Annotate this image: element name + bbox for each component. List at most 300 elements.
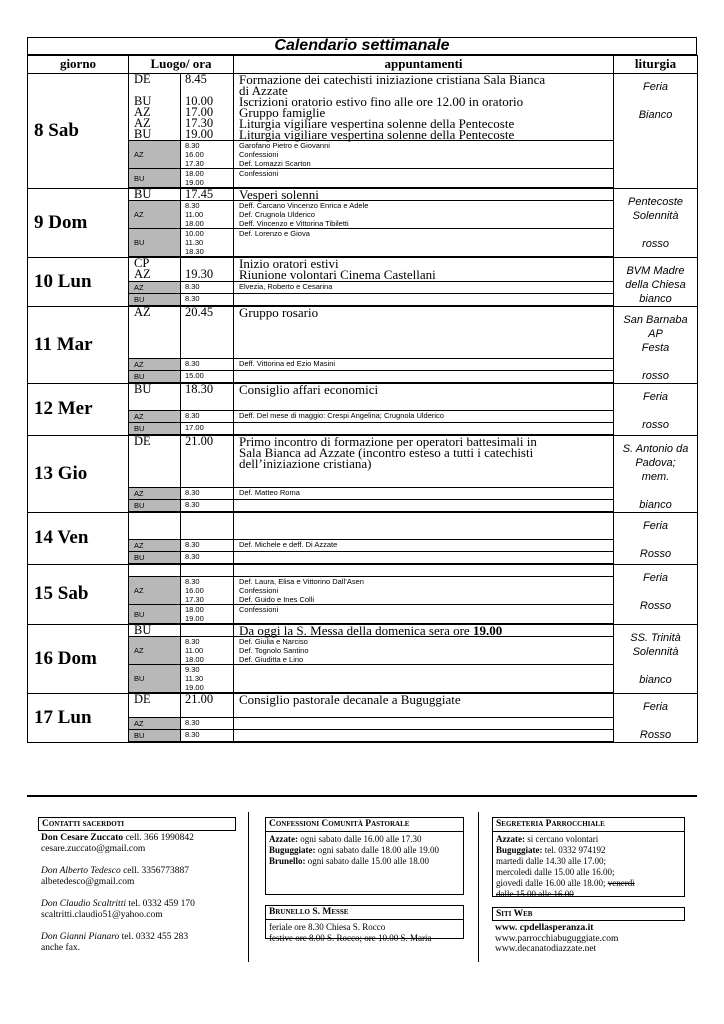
location-line: BU <box>134 382 152 396</box>
time-cell <box>181 141 234 169</box>
contatti-heading: Contatti sacerdoti <box>42 819 125 829</box>
location-line: CP <box>134 256 150 270</box>
location-line: BU <box>134 674 145 683</box>
liturgia-line <box>614 533 697 547</box>
contact-phone: cell. 3356773887 <box>120 866 190 876</box>
appointment-line: Def. Guido e Ines Colli <box>239 595 315 604</box>
time-line: 21.00 <box>185 692 214 706</box>
appointment-cell <box>234 552 614 565</box>
appointment-cell <box>234 665 614 694</box>
calendar-row <box>28 201 698 229</box>
time-line: 19.00 <box>185 683 204 692</box>
appointment-cell <box>234 383 614 411</box>
liturgia-line <box>614 223 697 237</box>
time-cell <box>181 188 234 201</box>
appointment-line: Primo incontro di formazione per operatori battesimali in <box>239 434 537 449</box>
time-line: 18.00 <box>185 169 204 178</box>
time-line: 8.30 <box>185 718 200 727</box>
liturgia-line: S. Antonio da <box>622 442 689 455</box>
liturgia-line: Feria <box>642 571 669 584</box>
appointment-line <box>239 294 613 303</box>
liturgia-line: Feria <box>642 519 669 532</box>
appointment-line: dell’iniziazione cristiana) <box>239 456 372 471</box>
appointment-cell <box>234 74 614 141</box>
liturgia-line <box>614 585 697 599</box>
contact-name: Don Claudio Scaltritti <box>41 899 126 909</box>
appointment-cell <box>234 500 614 513</box>
calendar-row <box>28 74 698 141</box>
location-cell <box>129 282 181 294</box>
location-line: AZ <box>134 150 144 159</box>
appointment-cell <box>234 229 614 258</box>
appointment-cell <box>234 718 614 730</box>
appointment-cell <box>234 605 614 625</box>
segreteria-buguggiate: Buguggiate: tel. 0332 974192 <box>496 845 606 855</box>
calendar-row <box>28 141 698 169</box>
appointment-cell <box>234 257 614 282</box>
calendar-row <box>28 306 698 359</box>
liturgia-cell <box>614 257 698 306</box>
appointment-cell <box>234 512 614 540</box>
day-label: 15 Sab <box>28 564 129 624</box>
liturgia-cell <box>614 188 698 257</box>
brunello-box <box>265 905 464 943</box>
appointment-line: Confessioni <box>239 586 279 595</box>
day-label: 17 Lun <box>28 693 129 742</box>
appointment-line <box>239 565 613 576</box>
siti-heading: Siti Web <box>496 909 533 919</box>
liturgia-line: Solennità <box>632 209 679 222</box>
location-line: AZ <box>134 586 144 595</box>
location-line: BU <box>134 424 145 433</box>
time-cell <box>181 730 234 743</box>
time-line: 8.30 <box>185 411 200 420</box>
appointment-cell <box>234 141 614 169</box>
time-cell <box>181 718 234 730</box>
appointment-line: Confessioni <box>239 150 279 159</box>
liturgia-line: AP <box>648 327 663 340</box>
appointment-line: Consiglio pastorale decanale a Buguggiate <box>239 692 461 707</box>
location-line: BU <box>134 295 145 304</box>
appointment-line: Riunione volontari Cinema Castellani <box>239 267 436 282</box>
time-cell <box>181 693 234 718</box>
time-cell <box>181 552 234 565</box>
appointment-line: Liturgia vigiliare vespertina solenne della Pentecoste <box>239 116 515 131</box>
liturgia-cell <box>614 624 698 693</box>
time-line: 19.30 <box>185 267 214 281</box>
liturgia-line <box>614 659 697 673</box>
time-line: 8.30 <box>185 359 200 368</box>
appointment-line: Def. Matteo Roma <box>239 488 300 497</box>
location-cell <box>129 665 181 694</box>
liturgia-line: bianco <box>639 498 672 511</box>
page-title: Calendario settimanale <box>27 37 697 55</box>
time-cell <box>181 564 234 577</box>
time-line: 11.30 <box>185 674 204 683</box>
confessioni-place: Buguggiate: <box>269 845 316 855</box>
day-label: 9 Dom <box>28 188 129 257</box>
location-line: BU <box>134 501 145 510</box>
calendar-row <box>28 665 698 694</box>
location-cell <box>129 564 181 577</box>
time-cell <box>181 201 234 229</box>
time-line: 8.45 <box>185 72 207 86</box>
location-cell <box>129 74 181 141</box>
confessioni-entry <box>269 845 460 856</box>
contact-entry <box>41 866 241 888</box>
location-line: AZ <box>134 283 144 292</box>
appointment-cell <box>234 577 614 605</box>
location-cell <box>129 141 181 169</box>
calendar-row <box>28 564 698 577</box>
appointment-line: Gruppo rosario <box>239 305 319 320</box>
contact-name-line <box>41 899 241 910</box>
appointment-line: Inizio oratori estivi <box>239 256 339 271</box>
location-line: AZ <box>134 210 144 219</box>
location-cell <box>129 718 181 730</box>
time-line: 18.00 <box>185 219 204 228</box>
location-cell <box>129 637 181 665</box>
location-line <box>134 565 180 576</box>
location-cell <box>129 229 181 258</box>
calendar-row <box>28 637 698 665</box>
contact-phone: tel. 0332 455 283 <box>119 932 189 942</box>
appointment-cell <box>234 306 614 359</box>
location-cell <box>129 605 181 625</box>
calendar-row <box>28 718 698 730</box>
time-cell <box>181 359 234 371</box>
footer-vline-2 <box>478 812 479 962</box>
appointment-line: Def. Lorenzo e Giova <box>239 229 310 238</box>
time-line: 8.30 <box>185 282 200 291</box>
confessioni-entry <box>269 834 460 845</box>
confessioni-time: ogni sabato dalle 15.00 alle 18.00 <box>305 856 429 866</box>
appointment-line <box>239 513 613 524</box>
time-line: 10.00 <box>185 94 214 108</box>
appointment-cell <box>234 411 614 423</box>
liturgia-line: Festa <box>641 341 670 354</box>
appointment-line: Def. Giuditta e Lino <box>239 655 304 664</box>
time-line: 8.30 <box>185 141 200 150</box>
time-line <box>185 625 233 636</box>
time-line: 17.30 <box>185 595 204 604</box>
calendar-row <box>28 605 698 625</box>
contact-email[interactable]: anche fax. <box>41 943 81 953</box>
location-cell <box>129 435 181 488</box>
calendar-row <box>28 500 698 513</box>
calendar-row <box>28 730 698 743</box>
liturgia-cell <box>614 74 698 189</box>
location-cell <box>129 411 181 423</box>
time-cell <box>181 306 234 359</box>
appointment-line: Iscrizioni oratorio estivo fino alle ore 12.00 in oratorio <box>239 94 524 109</box>
liturgia-line: rosso <box>642 369 669 382</box>
confessioni-list <box>269 834 460 867</box>
segreteria-azzate: Azzate: si cercano volontari <box>496 834 599 844</box>
time-line: 18.30 <box>185 247 204 256</box>
time-line: 8.30 <box>185 637 200 646</box>
time-line: 21.00 <box>185 434 214 448</box>
appointment-cell <box>234 169 614 189</box>
time-cell <box>181 74 234 141</box>
location-line: BU <box>134 127 152 141</box>
appointment-line: Def. Crugnola Ulderico <box>239 210 315 219</box>
liturgia-line: Rosso <box>639 728 672 741</box>
time-line: 19.00 <box>185 178 204 187</box>
time-cell <box>181 540 234 552</box>
location-line: DE <box>134 434 151 448</box>
location-line: DE <box>134 692 151 706</box>
contact-entry <box>41 899 241 921</box>
segreteria-line-3: giovedì dalle 16.00 alle 18.00; venerdì <box>496 878 635 888</box>
calendar-row <box>28 552 698 565</box>
appointment-line: Def. Laura, Elisa e Vittorino Dall’Asen <box>239 577 364 586</box>
time-line: 18.00 <box>185 655 204 664</box>
appointment-line <box>239 423 613 432</box>
header-luogo-ora: Luogo/ ora <box>129 56 234 74</box>
appointment-line: Sala Bianca ad Azzate (incontro esteso a tutti i catechisti <box>239 445 534 460</box>
calendar-row <box>28 577 698 605</box>
site-link-3[interactable]: www.decanatodiazzate.net <box>495 944 597 954</box>
time-line: 8.30 <box>185 577 200 586</box>
location-line: BU <box>134 731 145 740</box>
location-cell <box>129 257 181 282</box>
day-label: 14 Ven <box>28 512 129 564</box>
liturgia-line: rosso <box>642 418 669 431</box>
location-line: AZ <box>134 646 144 655</box>
location-cell <box>129 540 181 552</box>
time-line: 18.30 <box>185 382 214 396</box>
liturgia-line: bianco <box>639 673 672 686</box>
contact-name: Don Gianni Pianaro <box>41 932 120 942</box>
contact-name: Don Alberto Tedesco <box>41 866 121 876</box>
location-line: AZ <box>134 105 151 119</box>
confessioni-place: Azzate: <box>269 834 298 844</box>
confessioni-time: ogni sabato dalle 16.00 alle 17.30 <box>297 834 422 844</box>
confessioni-place: Brunello: <box>269 856 306 866</box>
location-cell <box>129 383 181 411</box>
time-cell <box>181 488 234 500</box>
table-header-row <box>28 56 698 74</box>
segreteria-line-4: dalle 15.00 alle 16.00 <box>496 889 574 899</box>
contact-email[interactable]: albetedesco@gmail.com <box>41 877 135 887</box>
location-cell <box>129 577 181 605</box>
liturgia-line <box>614 404 697 418</box>
location-line: BU <box>134 609 145 619</box>
location-line: BU <box>134 623 152 637</box>
time-line: 8.30 <box>185 730 200 739</box>
liturgia-line <box>614 94 697 108</box>
location-cell <box>129 201 181 229</box>
liturgia-line: SS. Trinità <box>630 631 681 644</box>
location-line: AZ <box>134 541 144 550</box>
calendar-row <box>28 488 698 500</box>
time-cell <box>181 229 234 258</box>
time-cell <box>181 257 234 282</box>
liturgia-line: della Chiesa <box>625 278 686 291</box>
calendar-row <box>28 383 698 411</box>
time-line: 17.00 <box>185 105 214 119</box>
liturgia-line: Rosso <box>639 547 672 560</box>
header-liturgia: liturgia <box>614 56 698 74</box>
contatti-box <box>38 817 236 831</box>
time-cell <box>181 605 234 625</box>
liturgia-line: Padova; <box>635 456 676 469</box>
time-line: 8.30 <box>185 552 200 561</box>
contact-name-line <box>41 866 241 877</box>
contact-entry <box>41 932 241 954</box>
segreteria-heading: Segreteria Parrocchiale <box>493 818 684 832</box>
segreteria-line-2: mercoledì dalle 15.00 alle 16.00; <box>496 867 615 877</box>
appointment-line: Deff. Vittorina ed Ezio Masini <box>239 359 336 368</box>
appointment-line: Gruppo famiglie <box>239 105 326 120</box>
appointment-line: Elvezia, Roberto e Cesarina <box>239 282 333 291</box>
time-cell <box>181 577 234 605</box>
calendar-row <box>28 693 698 718</box>
appointment-line <box>239 371 613 380</box>
appointment-line: Da oggi la S. Messa della domenica sera ore 19.00 <box>239 623 503 638</box>
location-line: DE <box>134 72 151 86</box>
calendar-row <box>28 169 698 189</box>
time-line: 11.30 <box>185 238 204 247</box>
day-label: 11 Mar <box>28 306 129 383</box>
time-cell <box>181 435 234 488</box>
appointment-cell <box>234 359 614 371</box>
contact-phone: tel. 0332 459 170 <box>125 899 195 909</box>
time-line: 20.45 <box>185 305 214 319</box>
day-label: 12 Mer <box>28 383 129 435</box>
appointment-cell <box>234 624 614 637</box>
liturgia-cell <box>614 383 698 435</box>
calendar-row <box>28 229 698 258</box>
liturgia-line: Feria <box>642 390 669 403</box>
time-line: 19.00 <box>185 614 204 623</box>
liturgia-line: Feria <box>642 700 669 713</box>
liturgia-cell <box>614 512 698 564</box>
time-line: 17.30 <box>185 159 204 168</box>
calendar-row <box>28 294 698 307</box>
location-line: BU <box>134 372 145 381</box>
contact-name-line <box>41 932 241 943</box>
location-cell <box>129 730 181 743</box>
appointment-line: Deff. Vincenzo e Vittorina Tibiletti <box>239 219 349 228</box>
confessioni-heading: Confessioni Comunità Pastorale <box>266 818 463 832</box>
appointment-cell <box>234 188 614 201</box>
location-line: BU <box>134 553 145 562</box>
location-line: BU <box>134 173 145 183</box>
time-line: 8.30 <box>185 500 200 509</box>
time-line: 10.00 <box>185 229 204 238</box>
contatti-list <box>41 833 241 965</box>
time-cell <box>181 282 234 294</box>
appointment-cell <box>234 637 614 665</box>
contact-email[interactable]: cesare.zuccato@gmail.com <box>41 844 146 854</box>
time-line: 11.00 <box>185 210 204 219</box>
appointment-cell <box>234 488 614 500</box>
brunello-heading: Brunello S. Messe <box>266 906 463 920</box>
time-cell <box>181 512 234 540</box>
time-line: 11.00 <box>185 646 204 655</box>
contact-name-line <box>41 833 241 844</box>
time-line: 8.30 <box>185 201 200 210</box>
appointment-line: Deff. Carcano Vincenzo Enrica e Adele <box>239 201 369 210</box>
time-cell <box>181 637 234 665</box>
appointment-cell <box>234 540 614 552</box>
appointment-line <box>239 730 613 739</box>
liturgia-line: Bianco <box>638 109 673 121</box>
brunello-line: feriale ore 8.30 Chiesa S. Rocco <box>269 922 386 932</box>
time-cell <box>181 411 234 423</box>
location-cell <box>129 693 181 718</box>
segreteria-line-1: martedì dalle 14.30 alle 17.00; <box>496 856 606 866</box>
liturgia-line <box>614 714 697 728</box>
liturgia-line: rosso <box>642 237 669 250</box>
contact-email[interactable]: scaltritti.claudio51@yahoo.com <box>41 910 163 920</box>
time-cell <box>181 500 234 513</box>
time-line: 17.45 <box>185 187 214 201</box>
header-giorno: giorno <box>28 56 129 74</box>
location-line: AZ <box>134 360 144 369</box>
location-line: BU <box>134 238 145 247</box>
contact-phone: cell. 366 1990842 <box>123 833 194 843</box>
time-line: 8.30 <box>185 294 200 303</box>
liturgia-cell <box>614 435 698 512</box>
appointment-line <box>239 500 613 509</box>
location-cell <box>129 488 181 500</box>
appointment-line <box>239 718 613 727</box>
calendar-row <box>28 359 698 371</box>
calendar-row <box>28 540 698 552</box>
calendar-row <box>28 188 698 201</box>
footer-vline-1 <box>248 812 249 962</box>
site-link-1[interactable]: www. cpdellasperanza.it <box>495 923 594 933</box>
location-cell <box>129 169 181 189</box>
appointment-line: Formazione dei catechisti iniziazione cristiana Sala Bianca <box>239 72 546 87</box>
location-cell <box>129 359 181 371</box>
time-line: 8.30 <box>185 540 200 549</box>
appointment-cell <box>234 564 614 577</box>
site-link-2[interactable]: www.parrocchiabuguggiate.com <box>495 933 619 944</box>
footer-divider <box>27 795 697 797</box>
siti-list <box>495 923 695 955</box>
time-line: 15.00 <box>185 371 204 380</box>
appointment-line: di Azzate <box>239 83 288 98</box>
location-line: AZ <box>134 305 151 319</box>
weekly-calendar-table <box>27 55 698 743</box>
contact-name: Don Cesare Zuccato <box>41 833 124 843</box>
confessioni-entry <box>269 856 460 867</box>
calendar-row <box>28 435 698 488</box>
appointment-cell <box>234 693 614 718</box>
appointment-line <box>239 665 613 674</box>
time-cell <box>181 665 234 694</box>
time-cell <box>181 383 234 411</box>
appointment-line: Def. Giulia e Narciso <box>239 637 308 646</box>
siti-box <box>492 907 685 921</box>
appointment-cell <box>234 282 614 294</box>
location-cell <box>129 512 181 540</box>
location-cell <box>129 306 181 359</box>
appointment-line: Confessioni <box>239 605 279 614</box>
appointment-cell <box>234 730 614 743</box>
appointment-line: Vesperi solenni <box>239 187 319 202</box>
calendar-row <box>28 282 698 294</box>
appointment-line: Def. Michele e deff. Di Azzate <box>239 540 338 549</box>
day-label: 8 Sab <box>28 74 129 189</box>
time-line <box>185 513 233 524</box>
contact-entry <box>41 833 241 855</box>
confessioni-box <box>265 817 464 895</box>
